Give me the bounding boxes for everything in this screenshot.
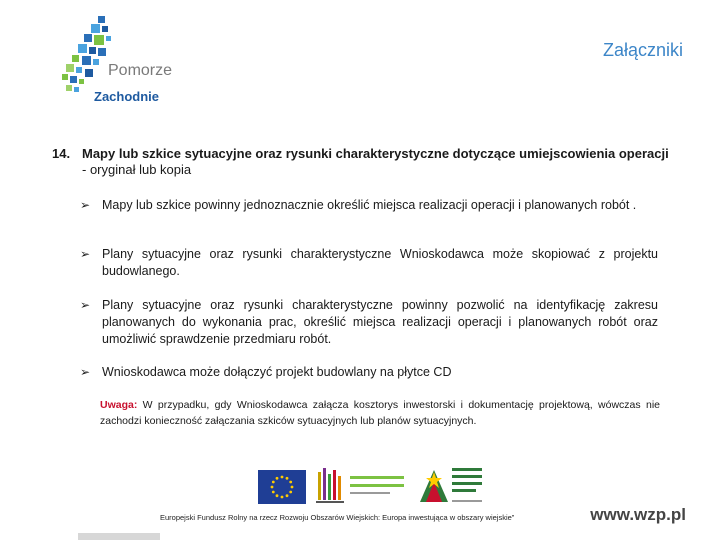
bottom-bar — [78, 533, 160, 540]
list-item — [80, 297, 658, 348]
footer-text: Europejski Fundusz Rolny na rzecz Rozwoju Obszarów Wiejskich: Europa inwestująca w obszary wiejskie” — [160, 513, 515, 522]
list-item — [80, 364, 658, 381]
note-text — [100, 397, 660, 429]
list-item-text: Wnioskodawca może dołączyć projekt budowlany na płytce CD — [102, 365, 452, 379]
logo-text-zachodnie: Zachodnie — [94, 89, 160, 104]
prow-logo-icon — [418, 462, 488, 510]
arrow-bullet-icon: ➢ — [80, 365, 91, 379]
heading-number: 14. — [52, 146, 71, 161]
note-body: W przypadku, gdy Wnioskodawca załącza kosztorys inwestorski i dokumentację projektową, wówczas nie zachodzi konieczność załączania szkiców sytuacyjnych lub planów sytuacyjnych. — [100, 399, 660, 427]
note-label: Uwaga: — [100, 399, 138, 411]
leader-logo-icon — [314, 464, 410, 510]
list-item — [80, 246, 658, 280]
list-item-text: Plany sytuacyjne oraz rysunki charakterystyczne Wnioskodawca może skopiować z projektu budowlanego. — [102, 247, 658, 278]
list-item — [80, 197, 658, 214]
heading-rest-text: - oryginał lub kopia — [82, 162, 192, 177]
pomorze-zachodnie-logo — [58, 14, 178, 109]
section-heading — [52, 146, 672, 178]
heading-text — [82, 146, 672, 178]
arrow-bullet-icon: ➢ — [80, 247, 91, 261]
page-title: Załączniki — [602, 40, 683, 60]
list-item-text: Mapy lub szkice powinny jednoznacznie określić miejsca realizacji operacji i planowanych robót . — [102, 198, 637, 212]
footer-url: www.wzp.pl — [590, 505, 686, 524]
note-block — [92, 397, 660, 429]
arrow-bullet-icon: ➢ — [80, 298, 91, 312]
list-item-text: Plany sytuacyjne oraz rysunki charakterystyczne powinny pozwolić na identyfikację zakresu planowanych do wykonania prac, określić miejsca realizacji operacji i planowanych robót oraz umożliwić sprawdzenie przedmiaru robót. — [102, 298, 658, 346]
logo-text-pomorze: Pomorze — [108, 62, 173, 79]
arrow-bullet-icon: ➢ — [80, 198, 91, 212]
eu-flag-icon — [258, 470, 306, 504]
heading-bold-text: Mapy lub szkice sytuacyjne oraz rysunki charakterystyczne dotyczące umiejscowienia operacji — [82, 146, 669, 161]
